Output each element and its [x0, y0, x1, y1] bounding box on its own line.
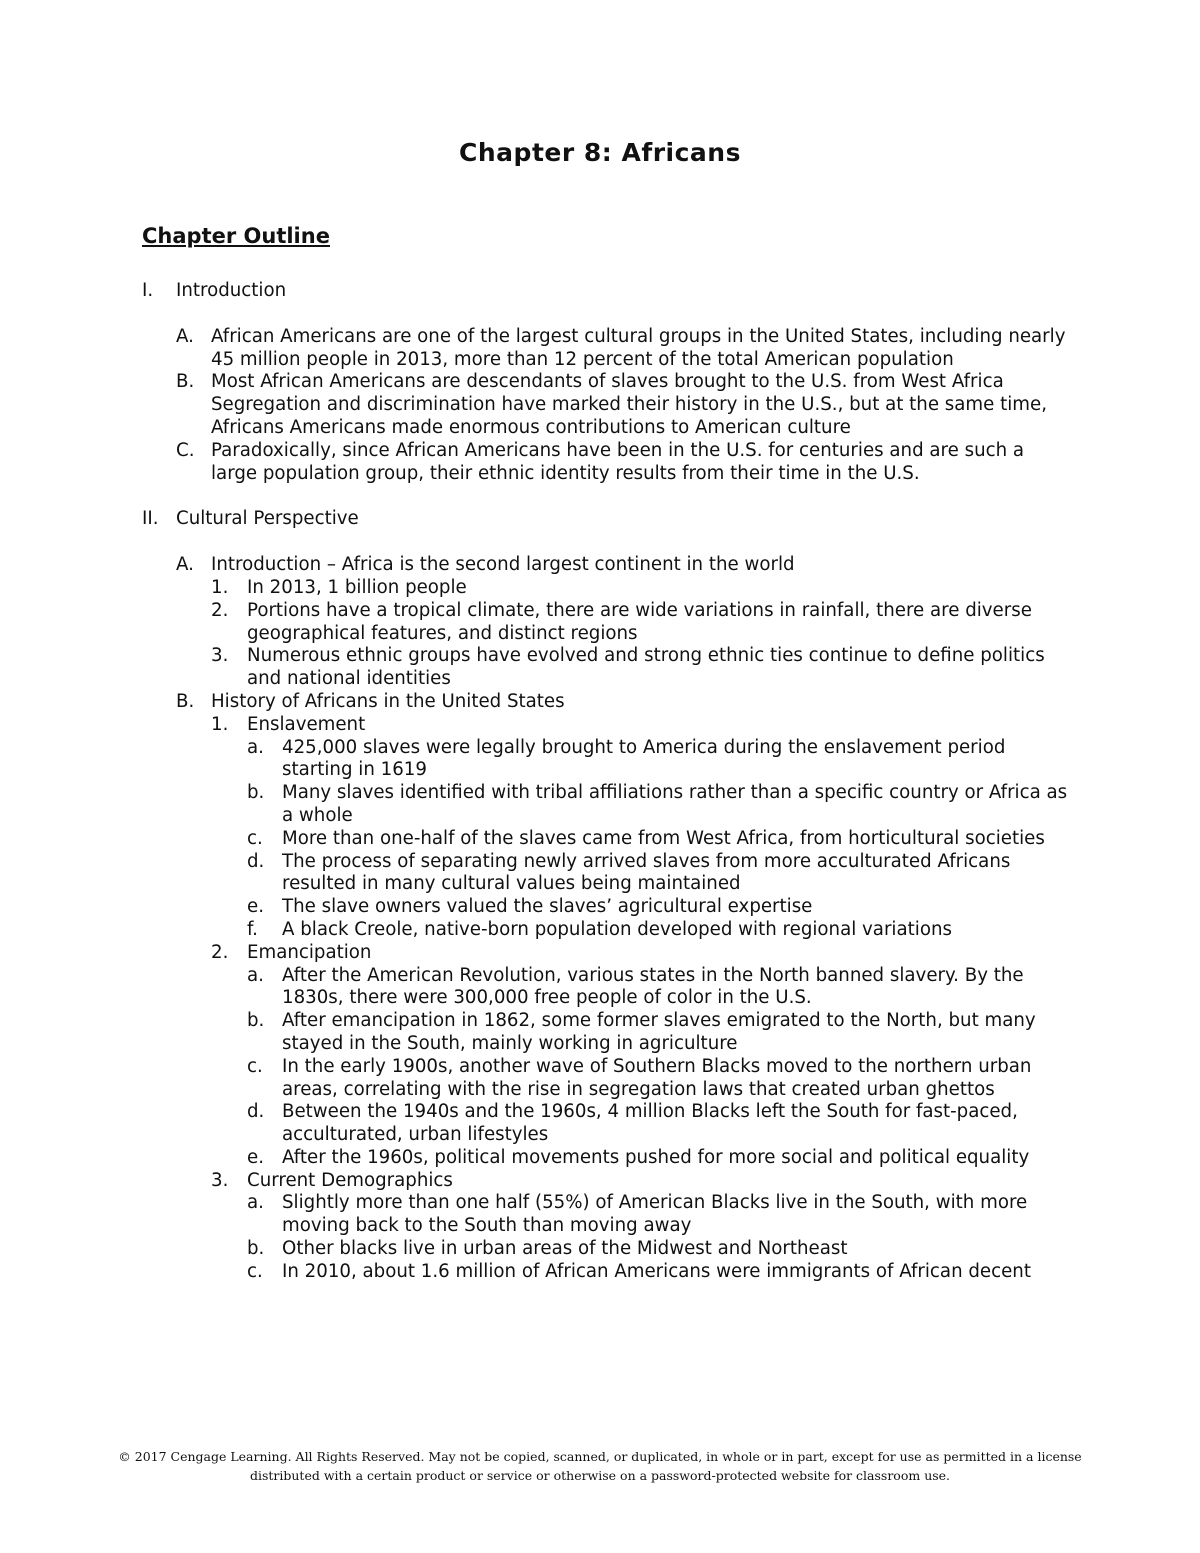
point-text: Slightly more than one half (55%) of American Blacks live in the South, with more moving back to the South than moving away: [282, 1192, 1028, 1237]
outline-section-1: [142, 280, 1072, 303]
outline-point: [142, 782, 1072, 828]
point-text: After the American Revolution, various states in the North banned slavery. By the 1830s, there were 300,000 free people of color in the U.S.: [282, 964, 1024, 1009]
item-text: History of Africans in the United States: [211, 690, 565, 712]
item-text: Most African Americans are descendants of slaves brought to the U.S. from West Africa Segregation and discrimination have marked their history in the U.S., but at the same time, Africans Americans made enormous contributions to American culture: [211, 371, 1047, 438]
outline-point: [142, 1261, 1072, 1284]
point-label: b.: [247, 782, 265, 804]
subitem-text: Emancipation: [247, 941, 372, 963]
point-text: In 2010, about 1.6 million of African Americans were immigrants of African decent: [282, 1260, 1031, 1282]
outline-heading: Chapter Outline: [142, 224, 330, 248]
section-heading: Cultural Perspective: [176, 508, 359, 530]
outline-item: [142, 440, 1072, 486]
subitem-label: 3.: [211, 1169, 229, 1191]
item-label: B.: [176, 371, 195, 393]
point-text: The slave owners valued the slaves’ agricultural expertise: [282, 896, 813, 918]
point-label: c.: [247, 1055, 263, 1077]
item-text: African Americans are one of the largest cultural groups in the United States, including nearly 45 million people in 2013, more than 12 percent of the total American population: [211, 325, 1066, 370]
point-label: b.: [247, 1010, 265, 1032]
section-heading: Introduction: [176, 280, 287, 301]
subitem-text: Enslavement: [247, 713, 366, 735]
point-text: Between the 1940s and the 1960s, 4 million Blacks left the South for fast-paced, acculturated, urban lifestyles: [282, 1101, 1018, 1146]
item-label: A.: [176, 554, 194, 576]
subitem-label: 1.: [211, 713, 229, 735]
subitem-label: 2.: [211, 941, 229, 963]
point-text: In the early 1900s, another wave of Southern Blacks moved to the northern urban areas, correlating with the rise in segregation laws that created urban ghettos: [282, 1055, 1032, 1100]
section-number: I.: [142, 280, 154, 301]
item-label: A.: [176, 325, 194, 347]
page-title: Chapter 8: Africans: [459, 138, 741, 167]
outline-point: [142, 965, 1072, 1011]
point-label: b.: [247, 1238, 265, 1260]
point-label: c.: [247, 1260, 263, 1282]
outline-subitem: [142, 942, 1072, 965]
point-label: a.: [247, 1192, 264, 1214]
outline-point: [142, 1192, 1072, 1238]
point-label: f.: [247, 918, 258, 940]
section-number: II.: [142, 508, 159, 530]
point-text: 425,000 slaves were legally brought to America during the enslavement period starting in 1619: [282, 736, 1006, 781]
point-text: After emancipation in 1862, some former slaves emigrated to the North, but many stayed in the South, mainly working in agriculture: [282, 1010, 1036, 1054]
subitem-text: Portions have a tropical climate, there are wide variations in rainfall, there are diverse geographical features, and distinct regions: [247, 599, 1032, 644]
outline-subitem: [142, 577, 1072, 600]
outline-point: [142, 1238, 1072, 1261]
outline-point: [142, 896, 1072, 919]
subitem-label: 2.: [211, 599, 229, 621]
subitem-text: In 2013, 1 billion people: [247, 576, 467, 598]
copyright-footer: © 2017 Cengage Learning. All Rights Reserved. May not be copied, scanned, or duplicated, in whole or in part, except for use as permitted in a license distributed with a certain product or service or otherwise on a password-protected website for classroom use.: [118, 1449, 1082, 1483]
point-text: After the 1960s, political movements pushed for more social and political equality: [282, 1146, 1030, 1168]
point-label: c.: [247, 827, 263, 849]
point-text: A black Creole, native-born population developed with regional variations: [282, 918, 952, 940]
outline-subitem: [142, 645, 1072, 691]
subitem-text: Current Demographics: [247, 1169, 453, 1191]
outline-point: [142, 1010, 1072, 1056]
outline-item: [142, 371, 1072, 439]
outline-point: [142, 919, 1072, 942]
outline-point: [142, 851, 1072, 897]
point-label: d.: [247, 850, 265, 872]
outline-item: [142, 554, 1072, 577]
outline-subitem: [142, 600, 1072, 646]
point-label: e.: [247, 896, 264, 918]
chapter-outline: [142, 280, 1072, 1284]
point-text: Many slaves identified with tribal affiliations rather than a specific country or Africa as a whole: [282, 782, 1068, 826]
outline-section-2: [142, 508, 1072, 531]
subitem-label: 1.: [211, 576, 229, 598]
point-text: The process of separating newly arrived slaves from more acculturated Africans resulted in many cultural values being maintained: [282, 850, 1011, 895]
outline-subitem: [142, 1170, 1072, 1193]
outline-item: [142, 691, 1072, 714]
point-text: More than one-half of the slaves came from West Africa, from horticultural societies: [282, 827, 1045, 849]
outline-point: [142, 737, 1072, 783]
point-label: d.: [247, 1101, 265, 1123]
item-label: C.: [176, 439, 195, 461]
item-label: B.: [176, 690, 195, 712]
subitem-label: 3.: [211, 645, 229, 667]
outline-item: [142, 326, 1072, 372]
item-text: Introduction – Africa is the second largest continent in the world: [211, 554, 795, 576]
outline-point: [142, 828, 1072, 851]
point-text: Other blacks live in urban areas of the Midwest and Northeast: [282, 1238, 848, 1260]
point-label: e.: [247, 1146, 264, 1168]
subitem-text: Numerous ethnic groups have evolved and strong ethnic ties continue to define politics and national identities: [247, 645, 1045, 690]
outline-point: [142, 1147, 1072, 1170]
outline-subitem: [142, 714, 1072, 737]
point-label: a.: [247, 964, 264, 986]
item-text: Paradoxically, since African Americans have been in the U.S. for centuries and are such a large population group, their ethnic identity results from their time in the U.S.: [211, 439, 1025, 484]
outline-point: [142, 1101, 1072, 1147]
point-label: a.: [247, 736, 264, 758]
outline-point: [142, 1056, 1072, 1102]
